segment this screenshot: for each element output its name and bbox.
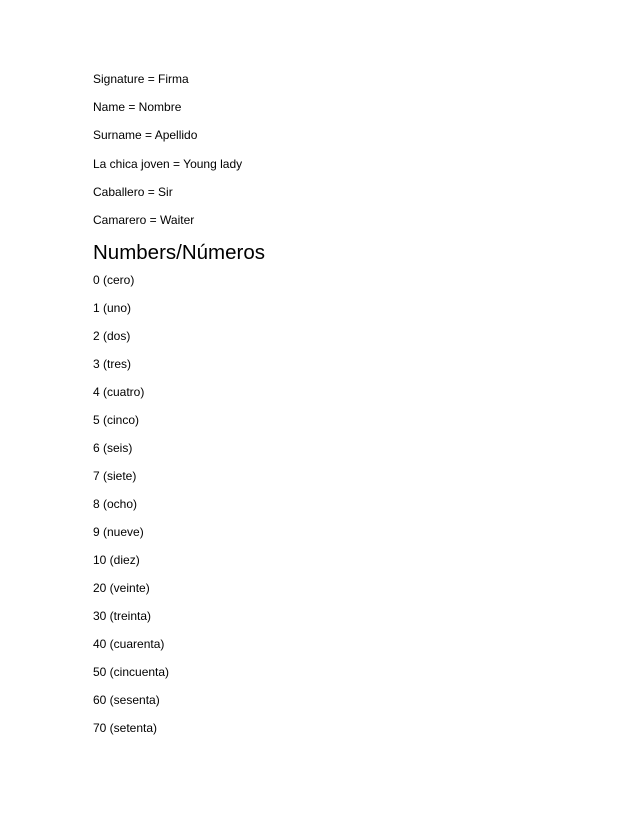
vocabulary-item: Camarero = Waiter <box>93 212 195 227</box>
number-item: 40 (cuarenta) <box>93 637 165 652</box>
number-item: 0 (cero) <box>93 273 135 288</box>
number-item: 7 (siete) <box>93 469 137 484</box>
numbers-list <box>93 273 553 736</box>
number-item: 4 (cuatro) <box>93 385 145 400</box>
number-item: 20 (veinte) <box>93 581 150 596</box>
number-item: 60 (sesenta) <box>93 693 160 708</box>
number-item: 30 (treinta) <box>93 609 152 624</box>
number-item: 10 (diez) <box>93 553 140 568</box>
vocabulary-item: Signature = Firma <box>93 72 189 86</box>
number-item: 9 (nueve) <box>93 525 144 540</box>
vocabulary-item: Caballero = Sir <box>93 184 173 199</box>
numbers-heading: Numbers/Números <box>93 241 266 265</box>
number-item: 2 (dos) <box>93 329 131 344</box>
number-item: 1 (uno) <box>93 301 132 316</box>
number-item: 50 (cincuenta) <box>93 665 170 680</box>
number-item: 70 (setenta) <box>93 721 158 736</box>
vocabulary-item: Surname = Apellido <box>93 128 198 143</box>
number-item: 6 (seis) <box>93 441 133 456</box>
vocabulary-item: Name = Nombre <box>93 100 182 115</box>
document-body <box>93 72 553 749</box>
number-item: 8 (ocho) <box>93 497 138 512</box>
vocabulary-item: La chica joven = Young lady <box>93 156 243 171</box>
number-item: 3 (tres) <box>93 357 132 372</box>
number-item: 5 (cinco) <box>93 413 140 428</box>
vocabulary-list <box>93 72 553 228</box>
